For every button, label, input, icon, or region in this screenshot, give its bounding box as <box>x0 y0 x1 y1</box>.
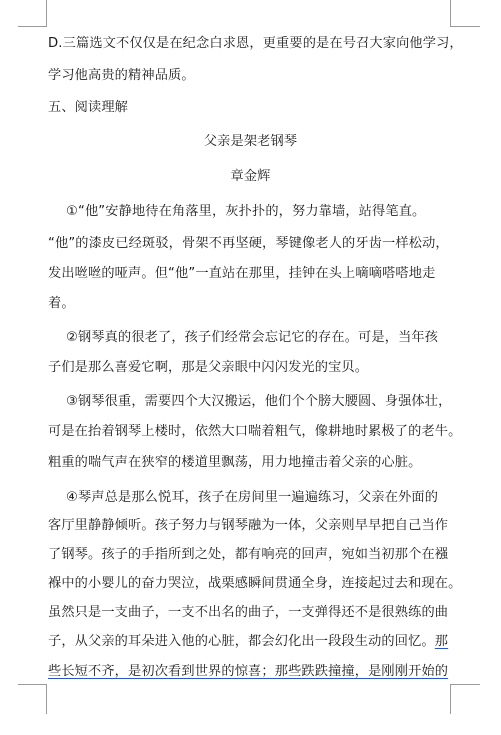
article-title: 父亲是架老钢琴 <box>203 134 298 149</box>
paragraph-1-line: ①“他”安静地待在角落里，灰扑扑的，努力靠墙，站得笔直。 <box>66 204 426 219</box>
paragraph-2-line: 子们是那么喜爱它啊，那是父亲眼中闪闪发光的宝贝。 <box>48 360 369 375</box>
paragraph-3-line: 可是在抬着钢琴上楼时，依然大口喘着粗气，像耕地时累极了的老牛。 <box>48 424 462 439</box>
paragraph-1-line: 着。 <box>48 296 75 311</box>
crop-mark-bottom-left-h <box>18 684 47 685</box>
text-line: D.三篇选文不仅仅是在纪念白求恩，更重要的是在号召大家向他学习， <box>48 36 463 51</box>
paragraph-1-line: 发出咝咝的哑声。但“他”一直站在那里，挂钟在头上嘀嘀嗒嗒地走 <box>48 266 436 281</box>
paragraph-4-line: 了钢琴。孩子的手指所到之处，都有响亮的回声，宛如当初那个在襁 <box>48 547 449 562</box>
article-author: 章金辉 <box>230 169 271 184</box>
crop-mark-top-right <box>450 0 451 27</box>
paragraph-4-line: ④琴声总是那么悦耳，孩子在房间里一遍遍练习，父亲在外面的 <box>66 490 439 505</box>
paragraph-1-line: “他”的漆皮已经斑驳，骨架不再坚硬，琴键像老人的牙齿一样松动， <box>48 236 449 251</box>
crop-mark-bottom-right <box>450 684 451 714</box>
underlined-text: 那 <box>434 634 449 649</box>
paragraph-2-line: ②钢琴真的很老了，孩子们经常会忘记它的存在。可是，当年孩 <box>66 330 439 345</box>
paragraph-4-line <box>48 634 448 650</box>
crop-mark-bottom-right-h <box>450 684 480 685</box>
paragraph-3-line: 粗重的喘气声在狭窄的楼道里飘荡，用力地撞击着父亲的心脏。 <box>48 455 422 470</box>
crop-mark-top-left <box>46 0 47 27</box>
section-heading: 五、阅读理解 <box>48 100 129 115</box>
crop-mark-top-right-h <box>450 26 480 27</box>
paragraph-4-line: 褓中的小婴儿的奋力哭泣，战栗感瞬间贯通全身，连接起过去和现在。 <box>48 576 462 591</box>
crop-mark-bottom-left <box>46 684 47 714</box>
paragraph-4-line: 客厅里静静倾听。孩子努力与钢琴融为一体，父亲则早早把自己当作 <box>48 518 449 533</box>
paragraph-4-line: 虽然只是一支曲子，一支不出名的曲子，一支弹得还不是很熟练的曲 <box>48 605 449 620</box>
paragraph-4-text: 子，从父亲的耳朵进入他的心脏，都会幻化出一段段生动的回忆。 <box>48 634 435 649</box>
paragraph-3-line: ③钢琴很重，需要四个大汉搬运，他们个个膀大腰圆、身强体壮， <box>66 394 452 409</box>
underlined-text-line: 些长短不齐，是初次看到世界的惊喜；那些跌跌撞撞，是刚刚开始的 <box>48 664 449 679</box>
text-line: 学习他高贵的精神品质。 <box>48 68 195 83</box>
crop-mark-top-left-h <box>18 26 47 27</box>
